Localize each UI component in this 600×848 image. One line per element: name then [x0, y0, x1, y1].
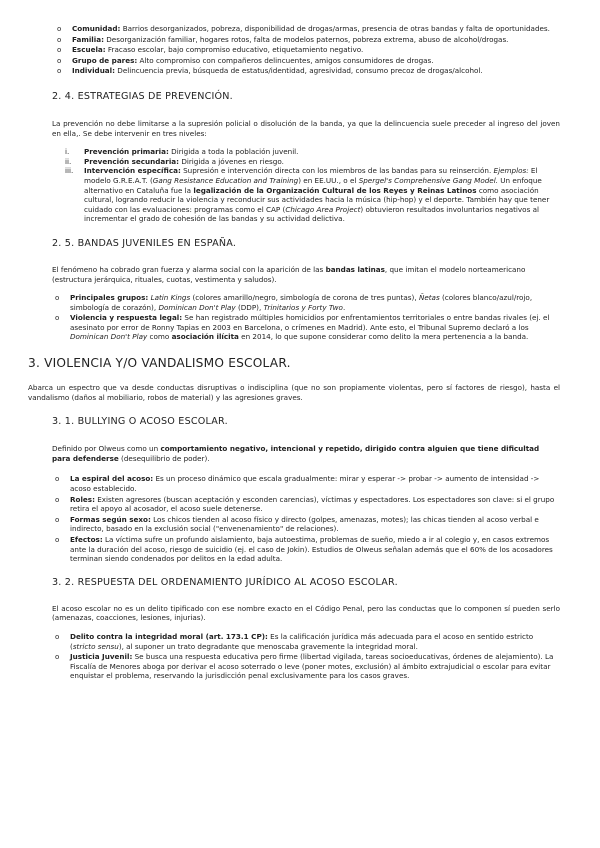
bullying-list	[52, 474, 560, 563]
list-item: o Comunidad: Barrios desorganizados, pobreza, disponibilidad de drogas/armas, presencia de otras bandas y falta de oportunidades.	[57, 24, 550, 33]
list-item: o Individual: Delincuencia previa, búsqueda de estatus/identidad, agresividad, consumo precoz de drogas/alcohol.	[57, 66, 483, 76]
paragraph: El acoso escolar no es un delito tipificado con ese nombre exacto en el Código Penal, pero las conductas que lo componen sí pueden serlo (amenazas, coacciones, lesiones, injurias).	[52, 603, 560, 623]
list-item: o La espiral del acoso: Es un proceso dinámico que escala gradualmente: mirar y esperar -> probar -> aumento de intensidad -> acoso establecido.	[55, 474, 540, 494]
paragraph: El fenómeno ha cobrado gran fuerza y alarma social con la aparición de las bandas latinas, que imitan el modelo norteamericano (estructura jerárquica, rituales, cuotas, vestimenta y saludos).	[52, 264, 526, 284]
list-item: o Familia: Desorganización familiar, hogares rotos, falta de modelos paternos, pobreza extrema, abuso de alcohol/drogas.	[57, 34, 509, 44]
paragraph: La prevención no debe limitarse a la supresión policial o disolución de la banda, ya que la delincuencia suele preceder al ingreso del joven en ella,. Se debe intervenir en tres niveles:	[52, 118, 560, 138]
list-item: o Escuela: Fracaso escolar, bajo compromiso educativo, etiquetamiento negativo.	[57, 45, 364, 55]
risk-factors-list	[54, 24, 560, 76]
bullet-icon: o	[57, 35, 62, 44]
section-heading-3-1: 3. 1. BULLYING O ACOSO ESCOLAR.	[52, 416, 228, 428]
list-item: iii. Intervención específica: Supresión e intervención directa con los miembros de las bandas para su reinserción. Ejemplos: El modelo G.R.E.A.T. (Gang Resistance Education and Training) en EE.UU., o el Spergel's Comprehensive Gang Model. Un enfoque alternativo en Cataluña fue la legalización de la Organización Cultural de los Reyes y Reinas Latinos como asociación cultural, logrando reducir la violencia y reconducir sus actividades hacia la música (hip-hop) y el deporte. También hay que tener cuidado con las evaluaciones: programas como el CAP (Chicago Area Project) obtuvieron resultados involuntarios negativos al incrementar el grado de cohesión de las bandas y su actividad delictiva.	[65, 166, 550, 224]
bullet-icon: o	[57, 67, 62, 76]
list-item: o Delito contra la integridad moral (art. 173.1 CP): Es la calificación jurídica más adecuada para el acoso en sentido estricto (stricto sensu), al suponer un trato degradante que menoscaba gravemente la integridad moral.	[55, 631, 534, 651]
gangs-spain-list	[52, 293, 560, 342]
paragraph: Abarca un espectro que va desde conductas disruptivas o indisciplina (que no son propiamente violentas, pero sí factores de riesgo), hasta el vandalismo (daños al mobiliario, robos de material) y las agresiones graves.	[28, 383, 560, 402]
legal-response-list	[52, 632, 560, 681]
bullet-icon: o	[57, 56, 62, 65]
bullet-icon: o	[55, 294, 60, 303]
bullet-icon: o	[55, 632, 60, 641]
section-heading-2-5: 2. 5. BANDAS JUVENILES EN ESPAÑA.	[52, 237, 237, 249]
bullet-icon: o	[57, 25, 62, 33]
bullet-icon: o	[55, 475, 60, 484]
list-item: o Principales grupos: Latin Kings (colores amarillo/negro, simbología de corona de tres puntas), Ñetas (colores blanco/azul/rojo, simbología de corazón), Dominican Don't Play (DDP), Trinitarios y Forty Two.	[55, 293, 533, 312]
section-heading-3-2: 3. 2. RESPUESTA DEL ORDENAMIENTO JURÍDICO AL ACOSO ESCOLAR.	[52, 576, 398, 588]
bullet-icon: o	[55, 536, 60, 544]
prevention-levels-list	[52, 147, 560, 224]
list-item: o Efectos: La víctima sufre un profundo aislamiento, baja autoestima, problemas de sueño, miedo a ir al colegio y, en casos extremos ante la duración del acoso, riesgo de suicidio (ej. el caso de Jokin). Estudios de Olweus señalan además que el 60% de los acosadores terminan siendo condenados por delitos en la edad adulta.	[55, 535, 553, 564]
list-item: o Formas según sexo: Los chicos tienden al acoso físico y directo (golpes, amenazas, motes); las chicas tienden al acoso verbal e indirecto, basado en la exclusión social ("envenenamiento" de relaciones).	[55, 514, 539, 534]
bullet-icon: o	[55, 515, 60, 524]
section-heading-3: 3. VIOLENCIA Y/O VANDALISMO ESCOLAR.	[28, 356, 291, 371]
section-heading-2-4: 2. 4. ESTRATEGIAS DE PREVENCIÓN.	[52, 90, 233, 102]
paragraph: Definido por Olweus como un comportamiento negativo, intencional y repetido, dirigido contra alguien que tiene dificultad para defenderse (desequilibrio de poder).	[52, 444, 540, 463]
list-item: o Justicia Juvenil: Se busca una respuesta educativa pero firme (libertad vigilada, tareas socioeducativas, órdenes de alejamiento). La Fiscalía de Menores aboga por derivar el acoso soterrado o leve (poner motes, exclusión) al ámbito extrajudicial o escolar para evitar enquistar el problema, reservando la jurisdicción penal exclusivamente para los casos graves.	[55, 652, 554, 681]
list-item: o Roles: Existen agresores (buscan aceptación y esconden carencias), víctimas y espectadores. Los espectadores son clave: si el grupo retira el apoyo al acosador, el acoso suele detenerse.	[55, 494, 555, 514]
list-item: o Grupo de pares: Alto compromiso con compañeros delincuentes, amigos consumidores de drogas.	[57, 55, 434, 65]
bullet-icon: o	[55, 495, 60, 504]
list-item: i. Prevención primaria: Dirigida a toda la población juvenil.	[65, 147, 299, 157]
bullet-icon: o	[55, 314, 60, 323]
bullet-icon: o	[57, 46, 62, 55]
list-item: o Violencia y respuesta legal: Se han registrado múltiples homicidios por enfrentamientos territoriales o entre bandas rivales (ej. el asesinato por error de Ronny Tapias en 2003 en Barcelona, o crímenes en Madrid). Ante esto, el Tribunal Supremo declaró a los Dominican Don't Play como asociación ilícita en 2014, lo que supone considerar como delito la mera pertenencia a la banda.	[55, 313, 550, 342]
list-item: ii. Prevención secundaria: Dirigida a jóvenes en riesgo.	[65, 156, 284, 166]
bullet-icon: o	[55, 653, 60, 662]
